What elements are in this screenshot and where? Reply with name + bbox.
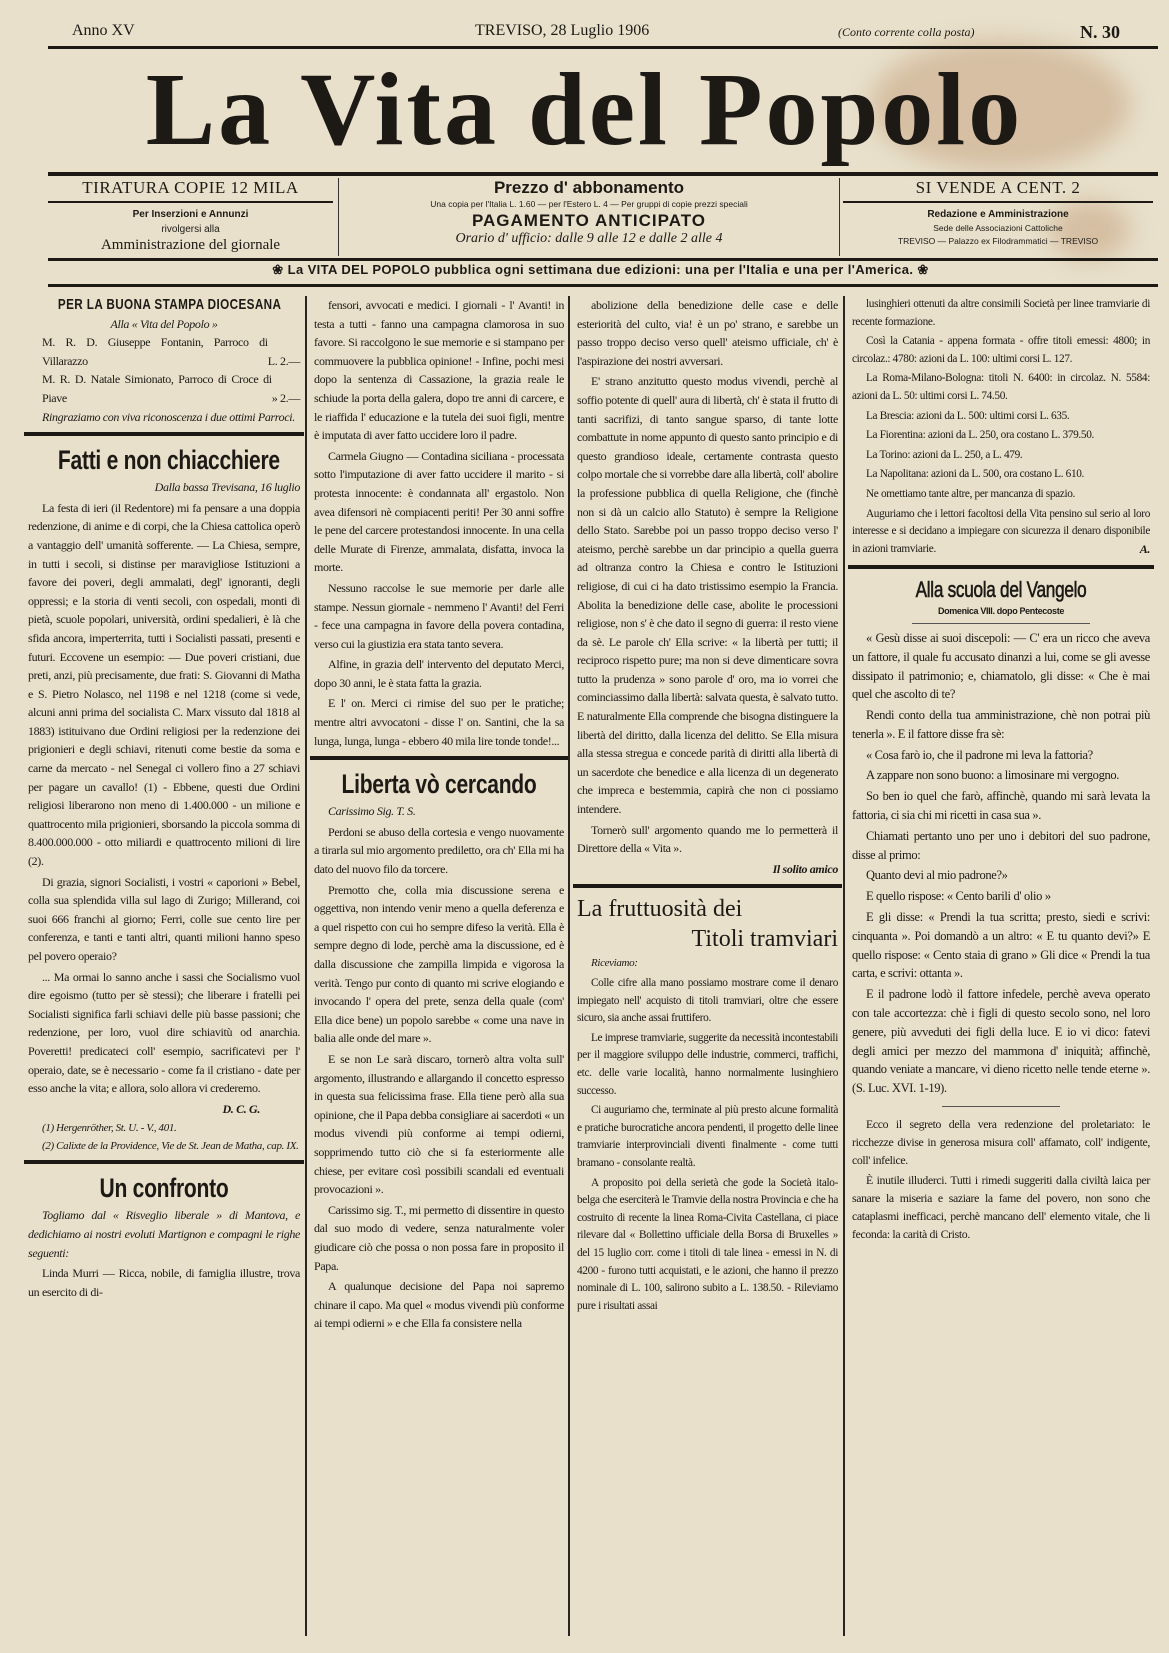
paragraph: Auguriamo che i lettori facoltosi della Vita pensino sul serio al loro interesse e si decidano a impiegare con sicurezza il denaro disponibile in azioni tramviarie. <box>852 507 1150 555</box>
price-box <box>843 178 1153 256</box>
paragraph: E il padrone lodò il fattore infedele, perchè aveva operato con tale accortezza: chè i figli di questo secolo sono, nel loro genere, più avveduti dei figli della luce. E io vi dico: fatevi degli amici per mezzo del mammona d' iniquità; affinchè, quando veniate a mancare, vi dieno ricetto nelle tende eterne ». (S. Luc. XVI. 1-19). <box>852 987 1150 1096</box>
office-hours: Orario d' ufficio: dalle 9 alle 12 e dalle 2 alle 4 <box>455 231 723 246</box>
article-body <box>577 296 838 858</box>
commentary <box>852 1115 1150 1243</box>
circulation: TIRATURA COPIE 12 MILA <box>82 178 299 197</box>
divider <box>912 623 1090 624</box>
column-2 <box>314 296 564 1335</box>
paragraph: È inutile illuderci. Tutti i rimedi suggeriti dalla civiltà laica per sanare la miseria e saziare la fame del povero, non sono che cataplasmi inefficaci, perchè mancano dell' elemento vitale, che li feconda: la carità di Cristo. <box>852 1173 1150 1242</box>
donation-list <box>28 333 300 407</box>
volume-year: Anno XV <box>72 22 135 39</box>
issue-number: N. 30 <box>1080 22 1120 42</box>
headline-tramviari-1: La fruttuosità dei <box>577 896 743 923</box>
divider <box>843 201 1153 203</box>
paragraph: (2) Calixte de la Providence, Vie de St. Jean de Matha, cap. IX. <box>42 1140 299 1153</box>
dateline: Dalla bassa Trevisana, 16 luglio <box>154 480 300 495</box>
paragraph: La Roma-Milano-Bologna: titoli N. 6400: in circolaz. N. 5584: azioni da L. 50: ultimi corsi L. 74.50. <box>852 372 1150 402</box>
signature: Il solito amico <box>772 861 838 876</box>
editions-text: La VITA DEL POPOLO pubblica ogni settimana due edizioni: una per l'Italia e una per l'America. <box>287 262 914 277</box>
donation-row <box>28 370 300 407</box>
article-intro: Riceviamo: <box>591 957 638 970</box>
article-body <box>852 296 1150 558</box>
column-rule <box>843 296 845 1636</box>
donation-amount: L. 2.— <box>267 353 300 368</box>
paragraph: La Brescia: azioni da L. 500: ultimi corsi L. 635. <box>866 409 1070 422</box>
subscription-box <box>338 178 840 256</box>
paragraph: So ben io quel che farò, affinchè, quando mi sarà levata la fattoria, ci sia chi mi ricetti in casa sua ». <box>852 789 1150 823</box>
paragraph: Perdoni se abuso della cortesia e vengo nuovamente a tirarla sul mio argomento prediletto, ora ch' Ella mi ha dato del nuovo filo da torcere. <box>314 824 564 877</box>
gospel-text <box>852 629 1150 1098</box>
salutation: Carissimo Sig. T. S. <box>328 804 416 819</box>
paragraph: Le imprese tramviarie, suggerite da necessità incontestabili per il maggiore sviluppo delle industrie, commerci, traffichi, etc. delle varie località, hanno normalmente lusinghiero successo. <box>577 1031 838 1097</box>
paragraph: Colle cifre alla mano possiamo mostrare come il denaro impiegato nell' acquisto di titoli tramviari, oltre che essere sicuro, sia anche assai fruttifero. <box>577 977 838 1025</box>
paragraph: Alfine, in grazia dell' intervento del deputato Merci, dopo 30 anni, le è stata fatta la grazia. <box>314 657 564 690</box>
paragraph: La Fiorentina: azioni da L. 250, ora costano L. 379.50. <box>866 429 1094 442</box>
paragraph: A zappare non sono buono: a limosinare mi vergogno. <box>866 768 1120 783</box>
ornament-icon: ❀ <box>272 262 284 277</box>
donor-name: M. R. D. Natale Simionato, Parroco di Croce di Piave <box>42 372 272 405</box>
paragraph: Rendi conto della tua amministrazione, chè non potrai più tenerla ». E il fattore disse fra sè: <box>852 708 1150 741</box>
column-4 <box>852 296 1150 1245</box>
article-body <box>314 823 564 1333</box>
paragraph: Tornerò sull' argomento quando me lo permetterà il Direttore della « Vita ». <box>577 822 838 856</box>
article-intro: Togliamo dal « Risveglio liberale » di Mantova, e dedichiamo ai nostri evoluti Martignon e compagni le righe seguenti: <box>28 1208 300 1260</box>
postal-note: (Conto corrente colla posta) <box>838 25 975 39</box>
ads-line-1: Per Inserzioni e Annunzi <box>132 209 249 220</box>
paragraph: Carmela Giugno — Contadina siciliana - processata sotto l'imputazione di aver fatto uccidere il marito - si protesta innocente: è condannata all' ergastolo. Non avea difensori nè compiacenti periti! Per 30 anni soffre le pene del carcere protestandosi innocente. In una cella delle Murate di Firenze, ammalata, disfatta, invoca la morte. <box>314 448 564 575</box>
paragraph: Ne omettiamo tante altre, per mancanza di spazio. <box>866 487 1076 500</box>
subscription-title: Prezzo d' abbonamento <box>493 178 685 197</box>
divider <box>48 284 1158 287</box>
paragraph: Di grazia, signori Socialisti, i vostri « caporioni » Bebel, colla sua splendida villa sul lago di Zurigo; Millerand, coi suoi 666 franchi al giorno; Ferri, colle sue cento lire per conferenza, e tanti e tanti altri, quanti milioni hanno speso pel povero operaio? <box>28 874 300 963</box>
paragraph: E' strano anzitutto questo modus vivendi, perchè al soffio potente di quell' aura di libertà, ch' è stata il frutto di tanti sacrifizi, di tanto sangue sparso, di tante lotte combattute in nome appunto di questo santo principio e di questo grandioso ideale, certamente contrasta questo colpo mortale che si vorrebbe dare alla libertà, coll' abolire la professione pubblica di quella Religione, che (finchè non si dà un calcio allo Statuto) è sempre la Religione dello Stato. Sarebbe poi un passo troppo deciso verso l' ateismo, perchè sarebbe un dar principio a quella guerra ad oltranza contro la Chiesa e contro le Istituzioni religiose, di cui ci ha dato tristissimo esempio la Francia. Abolita la benedizione delle case, abolite le processioni religiose, non s' è che dato il segno di guerra: il resto viene da sè. Le parole ch' Ella scrive: « la libertà per tutti; il reciproco rispetto pure; ma non si deve dimenticare sovra tutto la prudenza » sono parole d' oro, ma io vorrei che cominciassimo dalla libertà: salvata questa, è salvato tutto. E naturalmente Ella comprende che bisogna distinguere la libertà del diritto, dalla licenza del delitto. Se Ella misura alla stessa stregua e concede parità di diritti alla libertà di un sacerdote che benedice e alla licenza di un degenerato che impreca e bestemmia, capirà che non ci possiamo intendere. <box>577 374 839 817</box>
headline-fatti: Fatti e non chiacchiere <box>57 445 280 476</box>
signature: D. C. G. <box>222 1101 260 1116</box>
office-address: TREVISO — Palazzo ex Filodrammatici — TREVISO <box>897 236 1099 246</box>
circulation-box <box>48 178 333 256</box>
info-band <box>48 178 1153 256</box>
prepayment: PAGAMENTO ANTICIPATO <box>471 211 707 230</box>
divider <box>24 432 304 436</box>
article-body <box>314 296 564 750</box>
editions-banner <box>48 262 1153 278</box>
paragraph: ... Ma ormai lo sanno anche i sassi che Socialismo vuol dire egoismo (tutto per sè stessi); che liberare i fratelli pei Socialisti significa farli schiavi delle più basse passioni; che redenzione, per loro, vuol dire schiavitù od anarchia. Poveretti! predicateci coll' esempio, sacrificatevi per l' operaio, date, se è necessario - come fa il cristiano - date per esso anche la vita; e allora, solo allora vi crederemo. <box>28 969 300 1096</box>
paragraph: fensori, avvocati e medici. I giornali - l' Avanti! in testa a tutti - fanno una campagna clamorosa in suo favore. Si raccolgono le sue memorie e si stampano per commuovere la pubblica opinione! - Infine, pochi mesi dopo la sentenza di Cassazione, la grazia reale le schiude la porta della galera, dopo tre anni di carcere, e le riaffida l' educazione e la tutela dei suoi figli, mentre è imputata di aver fatto uccidere loro il padre. <box>314 298 564 443</box>
divider <box>48 201 333 203</box>
paragraph: La Torino: azioni da L. 250, a L. 479. <box>866 448 1023 461</box>
divider <box>848 565 1154 569</box>
article-body <box>28 499 300 1098</box>
headline-vangelo: Alla scuola del Vangelo <box>915 576 1087 602</box>
subheadline: Alla « Vita del Popolo » <box>110 316 218 331</box>
headline-tramviari-2: Titoli tramviari <box>691 926 838 953</box>
signature: A. <box>1139 542 1150 557</box>
headline-confronto: Un confronto <box>99 1173 229 1204</box>
paragraph: Così la Catania - appena formata - offre titoli emessi: 4800; in circolaz.: 4780: azioni da L. 100: ultimi corsi L. 127. <box>852 335 1150 365</box>
divider <box>573 884 842 888</box>
editorial-office: Redazione e Amministrazione <box>927 209 1069 220</box>
column-rule <box>305 296 307 1636</box>
headline-liberta: Liberta vò cercando <box>341 769 537 800</box>
thanks-text: Ringraziamo con viva riconoscenza i due ottimi Parroci. <box>42 409 295 424</box>
divider <box>24 1160 304 1164</box>
office-seat: Sede delle Associazioni Cattoliche <box>933 223 1063 233</box>
paragraph: A proposito poi della serietà che gode la Società italo-belga che eserciterà le Tramvie della nostra Provincia e che ha costruito di recente la linea Roma-Civita Castellana, ci piace rilevare dal « Bollettino ufficiale della Borsa di Bruxelles » del 15 luglio corr. come i titoli di tale linea - emessi in N. di 4200 - furono tutti acquistati, e le azioni, che hanno il prezzo nominale di L. 100, salirono subito a L. 138.50. - Rileviamo pure i risultati assai <box>577 1176 838 1312</box>
column-1 <box>28 296 300 1303</box>
article-body <box>28 1264 300 1301</box>
paragraph: (1) Hergenröther, St. U. - V., 401. <box>42 1122 177 1135</box>
paragraph: Quanto devi al mio padrone?» <box>866 868 1008 883</box>
paragraph: Ecco il segreto della vera redenzione del proletariato: le ricchezze divise in generosa misura coll' affamato, coll' indigente, coll' infelice. <box>852 1117 1150 1168</box>
paragraph: Chiamati pertanto uno per uno i debitori del suo padrone, disse al primo: <box>852 828 1150 862</box>
paragraph: La festa di ieri (il Redentore) mi fa pensare a una doppia redenzione, di anime e di corpi, che la Chiesa cattolica operò a vantaggio dell' umanità sofferente. — La Chiesa, sempre, in tutti i secoli, si distinse per maravigliose Istituzioni a favore dei poveri, degli ammalati, degl' ignoranti, degli oppressi; e la storia di venti secoli, con ospedali, monti di pietà, scuole popolari, università, ordini spedalieri, è là che sfida ancora, imperterrita, tutti i Socialisti passati, presenti e futuri. Eccovene un esempio: — Due poveri cristiani, due preti, anzi, più precisamente, due frati: S. Giovanni di Matha e S. Pietro Nolasco, nel 1198 e nel 1218 (come si vede, alcuni anni prima del socialista C. Marx vissuto dal 1818 al 1883) istituivano due Ordini religiosi per la redenzione dei prigionieri e degli schiavi, ritenuti come bestie da soma e carne da mercato - nel Senegal ci vollero fino a 27 schiavi per pagare un cavallo! (1) - Ebbene, questi due Ordini religiosi liberarono non meno di 1.400.000 - un milione e quattrocento mila prigionieri, sborsando la piccola somma di 8.400.000.000 - otto miliardi e quattrocento milioni di lire (2). <box>28 500 300 869</box>
divider <box>48 258 1158 261</box>
column-rule <box>568 296 570 1636</box>
paragraph: Premotto che, colla mia discussione serena e oggettiva, non intendo venir meno a quella deferenza e a quel rispetto con cui ho sempre difeso la verità. Ella è sempre degno di lode, perchè ama la discussione, ed è dalla discussione che zampilla limpida e vigorosa la verità. Tengo pur conto di quanto mi scrive elogiando e invocando l' opera del prete, senza della quale (com' Ella dice bene) un popolo sarebbe « come una nave in balia alle onde del mare ». <box>314 882 564 1046</box>
paragraph: abolizione della benedizione delle case e delle esteriorità del culto, via! è un po' strano, e sarebbe un passo troppo deciso verso quell' ateismo ufficiale, ch' è l'aspirazione dei nostri avversari. <box>577 298 838 368</box>
paragraph: Linda Murri — Ricca, nobile, di famiglia illustre, trova un esercito di di- <box>28 1266 300 1299</box>
paragraph: Ci auguriamo che, terminate al più presto alcune formalità e pratiche burocratiche ancora pendenti, il progetto delle linee tramviarie interprovinciali diventi finalmente - come tutti bramano - consolante realtà. <box>577 1104 838 1169</box>
paragraph: La Napolitana: azioni da L. 500, ora costano L. 610. <box>866 468 1085 481</box>
paragraph: lusinghieri ottenuti da altre consimili Società per linee tramviarie di recente formazione. <box>852 298 1150 328</box>
paragraph: Carissimo sig. T., mi permetto di dissentire in questo dal suo modo di vedere, senza naturalmente voler giudicare ciò che possa o non possa fare in proposito il Papa. <box>314 1202 564 1273</box>
ads-line-3: Amministrazione del giornale <box>100 237 281 253</box>
paragraph: E quello rispose: « Cento barili d' olio » <box>866 889 1051 904</box>
donation-amount: » 2.— <box>271 390 300 405</box>
paragraph: Nessuno raccolse le sue memorie per darle alle stampe. Nessun giornale - nemmeno l' Avanti! del Ferri - fece una campagna in favore della povera contadina, verso cui la giustizia era stata tanto severa. <box>314 580 564 651</box>
footnotes <box>28 1120 300 1154</box>
paragraph: E se non Le sarà discaro, tornerò altra volta sull' argomento, illustrando e allargando il concetto espresso in questa sua felicissima frase. Ella tiene però alla sua opinione, che il Papa debba consigliare ai sacerdoti « un modus vivendi più conforme ai tempi odierni, sopprimendo tutto ciò che si fa esteriormente alle chiese, per evitare così possibili scandali ed eventuali provocazioni ». <box>314 1051 564 1197</box>
masthead-title: La Vita del Popolo <box>145 52 1024 167</box>
paragraph: E l' on. Merci ci rimise del suo per le pratiche; mentre altri avvocatoni - disse l' on. Santini, che la sa lunga, lunga, lunga - ebbero 40 mila lire tonde tonde!... <box>314 696 564 748</box>
column-3 <box>577 296 838 1317</box>
subscription-prices: Una copia per l'Italia L. 1.60 — per l'Estero L. 4 — Per gruppi di copie prezzi speciali <box>430 199 748 209</box>
paragraph: « Cosa farò io, che il padrone mi leva la fattoria? <box>866 747 1093 762</box>
donation-row <box>28 333 300 370</box>
donor-name: M. R. D. Giuseppe Fontanin, Parroco di Villarazzo <box>42 335 268 368</box>
divider <box>48 46 1158 49</box>
paragraph: « Gesù disse ai suoi discepoli: — C' era un ricco che aveva un fattore, il quale fu accusato dinanzi a lui, come se gli avesse dissipato il patrimonio; e, chiamatolo, gli disse: « Che è mai quel che ascolto di te? <box>852 630 1150 702</box>
divider <box>942 1106 1060 1107</box>
ornament-icon: ❀ <box>917 262 929 277</box>
ads-line-2: rivolgersi alla <box>161 224 220 235</box>
paragraph: E gli disse: « Prendi la tua scritta; presto, siedi e scrivi: cinquanta ». Poi domandò a un altro: « E tu quanto devi?» E quello rispose: « Cento staia di grano » Gli dice « Prendi la tua carta, e scrivi: ottanta ». <box>852 910 1150 981</box>
divider <box>310 756 568 760</box>
issue-date: TREVISO, 28 Luglio 1906 <box>475 22 650 39</box>
liturgical-date: Domenica VIII. dopo Pentecoste <box>937 605 1065 616</box>
headline-buona-stampa: PER LA BUONA STAMPA DIOCESANA <box>57 296 282 313</box>
divider <box>48 172 1158 176</box>
copy-price: SI VENDE A CENT. 2 <box>915 178 1081 197</box>
article-body <box>577 975 838 1315</box>
paragraph: A qualunque decisione del Papa noi sapremo chinare il capo. Ma quel « modus vivendi più conforme ai tempi odierni » e che Ella fa consistere nella <box>314 1279 564 1331</box>
